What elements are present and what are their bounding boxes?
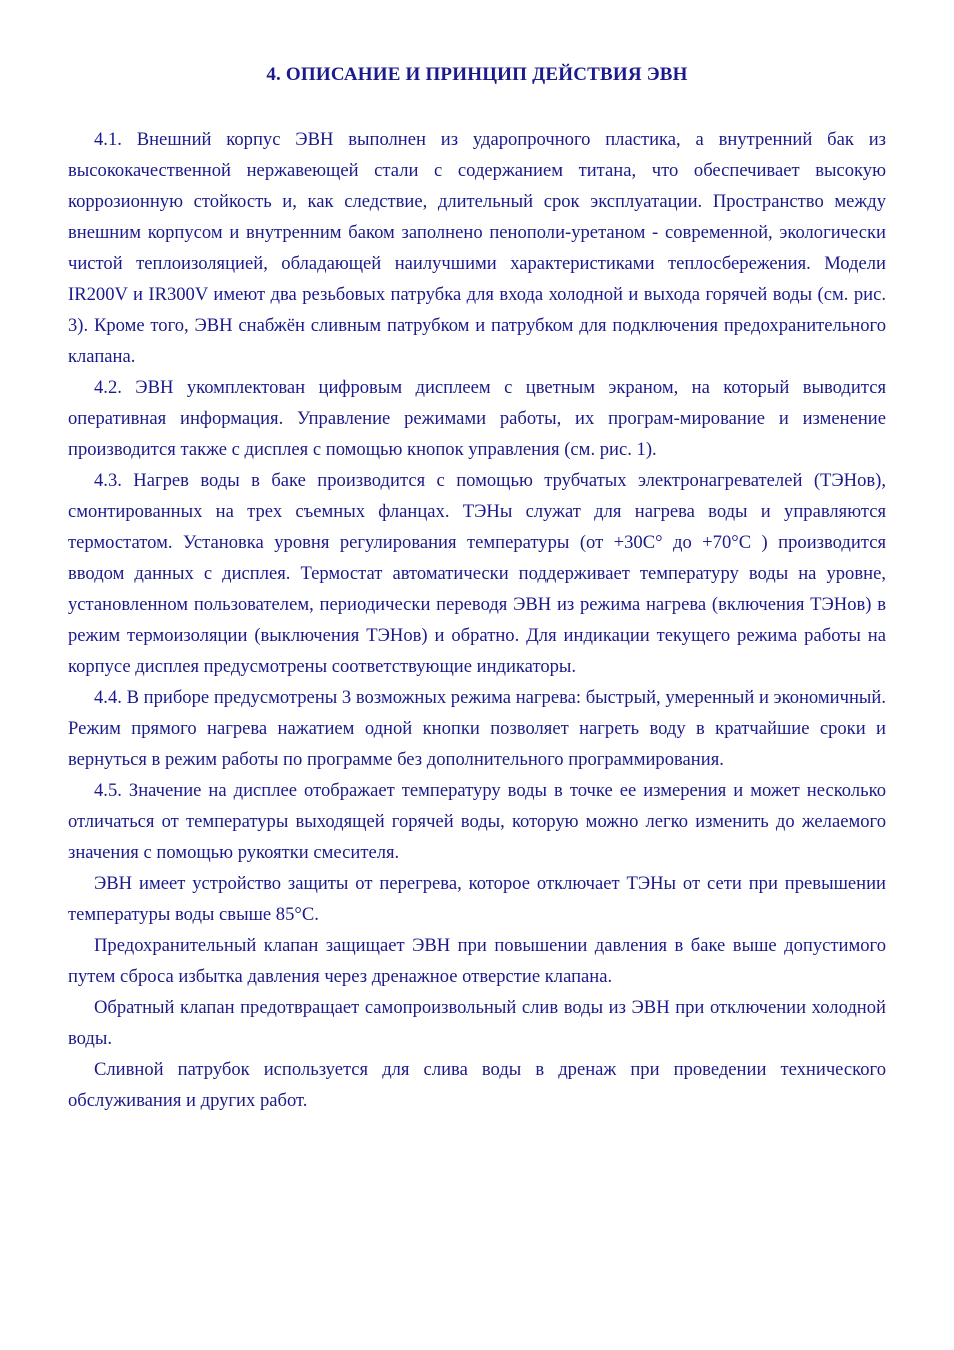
paragraph-overheat-protection: ЭВН имеет устройство защиты от перегрева, которое отключает ТЭНы от сети при превышении температуры воды свыше 85°С. — [68, 873, 886, 925]
section-title: 4. ОПИСАНИЕ И ПРИНЦИП ДЕЙСТВИЯ ЭВН — [266, 64, 688, 85]
paragraph-check-valve: Обратный клапан предотвращает самопроизвольный слив воды из ЭВН при отключении холодной воды. — [68, 997, 886, 1049]
paragraph-4-1: 4.1. Внешний корпус ЭВН выполнен из ударопрочного пластика, а внутренний бак из высококачественной нержавеющей стали с содержанием титана, что обеспечивает высокую коррозионную стойкость и, как следствие, длительный срок эксплуатации. Пространство между внешним корпусом и внутренним баком заполнено пенополи-уретаном - современной, экологически чистой теплоизоляцией, обладающей наилучшими характеристиками теплосбережения. Модели IR200V и IR300V имеют два резьбовых патрубка для входа холодной и выхода горячей воды (см. рис. 3). Кроме того, ЭВН снабжён сливным патрубком и патрубком для подключения предохранительного клапана. — [68, 129, 886, 367]
paragraph-4-3: 4.3. Нагрев воды в баке производится с помощью трубчатых электронагревателей (ТЭНов), смонтированных на трех съемных фланцах. ТЭНы служат для нагрева воды и управляются термостатом. Установка уровня регулирования температуры (от +30С° до +70°С ) производится вводом данных с дисплея. Термостат автоматически поддерживает температуру воды на уровне, установленном пользователем, периодически переводя ЭВН из режима нагрева (включения ТЭНов) в режим термоизоляции (выключения ТЭНов) и обратно. Для индикации текущего режима работы на корпусе дисплея предусмотрены соответствующие индикаторы. — [68, 470, 886, 677]
paragraph-4-5: 4.5. Значение на дисплее отображает температуру воды в точке ее измерения и может несколько отличаться от температуры выходящей горячей воды, которую можно легко изменить до желаемого значения с помощью рукоятки смесителя. — [68, 780, 886, 863]
paragraph-4-4: 4.4. В приборе предусмотрены 3 возможных режима нагрева: быстрый, умеренный и экономичный. Режим прямого нагрева нажатием одной кнопки позволяет нагреть воду в кратчайшие сроки и вернуться в режим работы по программе без дополнительного программирования. — [68, 687, 886, 770]
paragraph-drain-pipe: Сливной патрубок используется для слива воды в дренаж при проведении технического обслуживания и других работ. — [68, 1059, 886, 1111]
paragraph-safety-valve: Предохранительный клапан защищает ЭВН при повышении давления в баке выше допустимого путем сброса избытка давления через дренажное отверстие клапана. — [68, 935, 886, 987]
paragraph-4-2: 4.2. ЭВН укомплектован цифровым дисплеем с цветным экраном, на который выводится оперативная информация. Управление режимами работы, их програм-мирование и изменение производится также с дисплея с помощью кнопок управления (см. рис. 1). — [68, 377, 886, 460]
